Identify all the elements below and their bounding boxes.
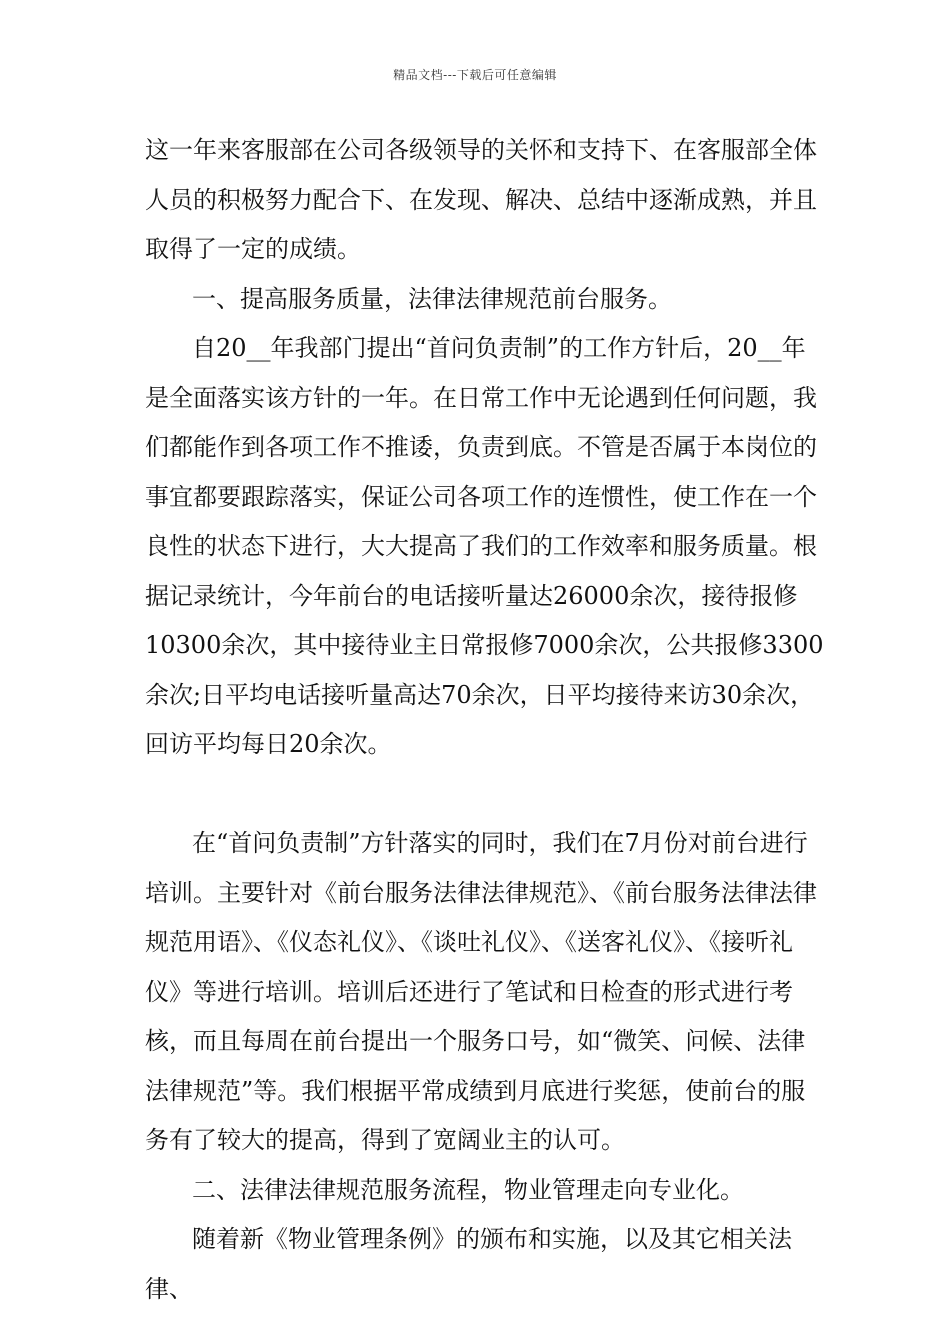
document-body: [145, 126, 825, 1314]
paragraph-training: 在“首问负责制”方针落实的同时，我们在7月份对前台进行培训。主要针对《前台服务法律法律规范》、《前台服务法律法律规范用语》、《仪态礼仪》、《谈吐礼仪》、《送客礼仪》、《接听礼仪》等进行培训。培训后还进行了笔试和日检查的形式进行考核，而且每周在前台提出一个服务口号，如“微笑、问候、法律法律规范”等。我们根据平常成绩到月底进行奖惩，使前台的服务有了较大的提高，得到了宽阔业主的认可。: [145, 829, 817, 1154]
paragraph-gap: [145, 770, 825, 820]
page-header: 精品文档---下载后可任意编辑: [393, 68, 557, 82]
intro-paragraph: 这一年来客服部在公司各级领导的关怀和支持下、在客服部全体人员的积极努力配合下、在发现、解决、总结中逐渐成熟，并且取得了一定的成绩。: [145, 136, 817, 263]
section-heading-1: 一、提高服务质量，法律法律规范前台服务。: [192, 284, 672, 313]
paragraph-first-responsibility: 自20__年我部门提出“首问负责制”的工作方针后，20__年是全面落实该方针的一年。在日常工作中无论遇到任何问题，我们都能作到各项工作不推诿，负责到底。不管是否属于本岗位的事宜都要跟踪落实，保证公司各项工作的连惯性，使工作在一个良性的状态下进行，大大提高了我们的工作效率和服务质量。根据记录统计，今年前台的电话接听量达26000余次，接待报修10300余次，其中接待业主日常报修7000余次，公共报修3300余次;日平均电话接听量高达70余次，日平均接待来访30余次，回访平均每日20余次。: [145, 334, 824, 758]
paragraph-regulations: 随着新《物业管理条例》的颁布和实施，以及其它相关法律、: [145, 1225, 792, 1303]
section-heading-2: 二、法律法律规范服务流程，物业管理走向专业化。: [192, 1175, 744, 1204]
